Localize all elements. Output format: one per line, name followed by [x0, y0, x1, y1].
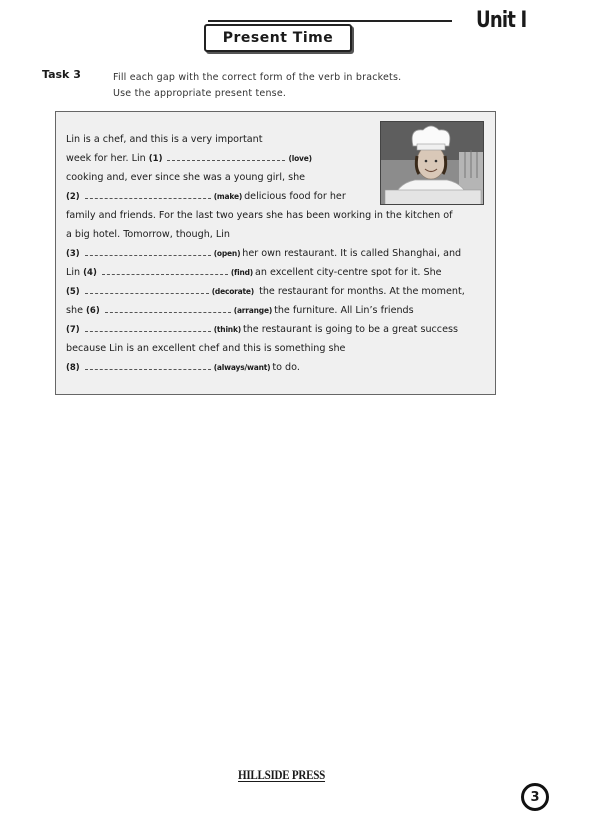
verb-hint: (decorate): [211, 287, 255, 296]
exercise-line: [66, 320, 491, 339]
verb-hint: (think): [213, 325, 241, 334]
gap-number: (1): [148, 154, 163, 164]
exercise-line: [66, 301, 491, 320]
section-title: Present Time: [204, 24, 352, 52]
exercise-line-prefix: she: [66, 305, 87, 316]
exercise-line: [66, 339, 491, 358]
gap-number: (7): [66, 325, 80, 335]
verb-hint: (arrange): [233, 306, 273, 315]
answer-gap[interactable]: [105, 311, 231, 313]
verb-hint: (make): [213, 192, 243, 201]
answer-gap[interactable]: [85, 292, 209, 294]
gap-number: (8): [66, 363, 80, 373]
gap-number: (2): [66, 192, 80, 202]
exercise-line-suffix: the restaurant for months. At the moment,: [256, 286, 465, 297]
instruction-line-2: Use the appropriate present tense.: [113, 88, 287, 99]
exercise-line-text: Lin is a chef, and this is a very important: [66, 134, 263, 145]
exercise-line: [66, 206, 491, 225]
exercise-line-suffix: an excellent city-centre spot for it. She: [255, 267, 442, 278]
exercise-text: [66, 130, 491, 377]
answer-gap[interactable]: [85, 254, 211, 256]
answer-gap[interactable]: [85, 368, 211, 370]
exercise-line: [66, 358, 491, 377]
page-number: 3: [521, 783, 549, 811]
exercise-line-text: family and friends. For the last two years she has been working in the kitchen of: [66, 210, 453, 221]
exercise-line: [66, 187, 491, 206]
exercise-line: [66, 168, 491, 187]
unit-label: Unit I: [476, 8, 527, 33]
header-rule: [208, 20, 452, 22]
exercise-line-prefix: Lin: [66, 267, 84, 278]
answer-gap[interactable]: [85, 330, 211, 332]
exercise-line: [66, 130, 491, 149]
verb-hint: (find): [230, 268, 254, 277]
exercise-line: [66, 244, 491, 263]
exercise-line-suffix: to do.: [272, 362, 300, 373]
exercise-line-text: because Lin is an excellent chef and this is something she: [66, 343, 346, 354]
verb-hint: (love): [288, 154, 312, 163]
exercise-line: [66, 225, 491, 244]
exercise-line-prefix: week for her. Lin: [66, 153, 149, 164]
exercise-line-text: cooking and, ever since she was a young girl, she: [66, 172, 306, 183]
gap-number: (5): [66, 287, 80, 297]
verb-hint: (open): [213, 249, 241, 258]
exercise-line-text: a big hotel. Tomorrow, though, Lin: [66, 229, 230, 240]
exercise-line-suffix: delicious food for her: [244, 191, 346, 202]
gap-number: (3): [66, 249, 80, 259]
gap-number: (4): [83, 268, 97, 278]
exercise-line: [66, 282, 491, 301]
gap-number: (6): [86, 306, 100, 316]
exercise-line-suffix: the restaurant is going to be a great success: [242, 324, 458, 335]
exercise-line: [66, 263, 491, 282]
exercise-line: [66, 149, 491, 168]
task-label: Task 3: [42, 68, 81, 81]
exercise-line-suffix: her own restaurant. It is called Shanghai, and: [242, 248, 462, 259]
publisher-logo: HILLSIDE PRESS: [238, 767, 326, 782]
verb-hint: (always/want): [213, 363, 271, 372]
answer-gap[interactable]: [167, 159, 285, 161]
task-instructions: [113, 70, 453, 102]
instruction-line-1: Fill each gap with the correct form of the verb in brackets.: [113, 72, 402, 83]
answer-gap[interactable]: [102, 273, 228, 275]
answer-gap[interactable]: [85, 197, 211, 199]
exercise-line-suffix: the furniture. All Lin’s friends: [274, 305, 414, 316]
